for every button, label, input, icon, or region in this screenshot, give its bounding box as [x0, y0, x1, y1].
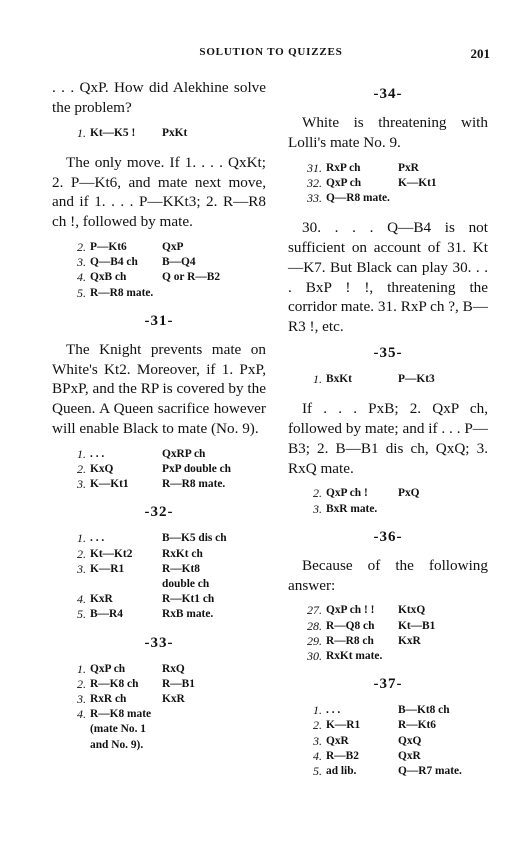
- paragraph: If . . . PxB; 2. QxP ch, followed by mate; and if . . . P—B3; 2. B—B1 dis ch, QxQ; 3. RxQ mate.: [288, 400, 488, 477]
- black-move: B—Q4: [162, 256, 196, 269]
- black-move: K—Kt1: [398, 176, 437, 189]
- move-number: 28.: [307, 618, 322, 633]
- section-heading-35: -35-: [373, 344, 403, 361]
- move-row: [304, 372, 435, 387]
- section-heading-37: -37-: [373, 676, 403, 693]
- move-number: 3.: [77, 477, 86, 492]
- section-heading-36: -36-: [373, 528, 403, 545]
- move-row: [304, 161, 437, 176]
- moves-table: [304, 703, 462, 779]
- black-move: [162, 707, 195, 737]
- black-move: Kt—B1: [398, 619, 436, 632]
- white-move: QxB ch: [90, 271, 127, 284]
- move-number: 29.: [307, 633, 322, 648]
- white-move: P—Kt6: [90, 240, 127, 253]
- move-number: 4.: [77, 707, 86, 722]
- move-number: 32.: [307, 175, 322, 190]
- move-number: 3.: [313, 501, 322, 516]
- black-move: [398, 649, 435, 664]
- white-move: Q—B4 ch: [90, 256, 138, 269]
- black-move: KtxQ: [398, 604, 426, 617]
- move-row: [304, 603, 435, 618]
- white-move: KxQ: [90, 462, 114, 475]
- move-row: [68, 662, 195, 677]
- move-row: [68, 240, 220, 255]
- white-move: Kt—Kt2: [90, 547, 133, 560]
- white-move: R—K8 mate (mate No. 1: [90, 708, 152, 736]
- move-row: [68, 477, 231, 492]
- black-move: Q or R—B2: [162, 271, 221, 284]
- move-row: [304, 176, 437, 191]
- black-move: KxR: [398, 634, 421, 647]
- moves-table: [304, 603, 435, 664]
- black-move: B—Kt8 ch: [398, 704, 450, 717]
- move-row: [68, 270, 220, 285]
- running-head: SOLUTION TO QUIZZES: [199, 46, 343, 58]
- move-number: 30.: [307, 648, 322, 663]
- move-number: 4.: [313, 748, 322, 763]
- move-row: [304, 649, 435, 664]
- move-number: 4.: [77, 592, 86, 607]
- black-move: RxKt ch: [162, 547, 203, 560]
- page-number: 201: [470, 46, 490, 61]
- move-row: [68, 562, 227, 577]
- page-header: [52, 46, 490, 64]
- move-number: 27.: [307, 603, 322, 618]
- white-move: R—Q8 ch: [326, 619, 375, 632]
- white-move: QxP ch: [90, 662, 126, 675]
- paragraph: The Knight prevents mate on White's Kt2. Moreover, if 1. PxP, BPxP, and the RP is covered by the Queen. A Queen sacrifice however will enable Black to mate (No. 9).: [52, 340, 266, 437]
- paragraph: The only move. If 1. . . . QxKt; 2. P—Kt6, and mate next move, and if 1. . . . P—KKt3; 2. R—R8 ch !, followed by mate.: [52, 153, 266, 231]
- white-move: K—R1: [90, 562, 125, 575]
- black-move: R—R8 mate.: [162, 478, 226, 491]
- moves-table: [68, 240, 220, 301]
- move-number: 1.: [77, 125, 86, 140]
- black-move: double ch: [162, 578, 210, 590]
- move-row: [68, 531, 227, 546]
- white-move: K—Kt1: [90, 478, 129, 491]
- black-move: RxQ: [162, 662, 185, 675]
- white-move: K—R1: [326, 719, 361, 732]
- move-number: [68, 738, 90, 753]
- move-row: [304, 734, 462, 749]
- white-move: R—K8 ch: [90, 677, 139, 690]
- move-row: [304, 703, 462, 718]
- black-move: QxP: [162, 240, 184, 253]
- paragraph: Because of the following answer:: [288, 556, 488, 594]
- white-move: QxR: [326, 734, 349, 747]
- black-move: [162, 738, 195, 753]
- black-move: QxRP ch: [162, 447, 206, 460]
- move-number: 1.: [77, 531, 86, 546]
- moves-table: [304, 486, 420, 516]
- white-move: QxP ch: [326, 176, 362, 189]
- move-row: [68, 592, 227, 607]
- move-row: [68, 677, 195, 692]
- move-number: 5.: [313, 764, 322, 778]
- section-heading-33: -33-: [144, 634, 174, 651]
- move-row: [68, 126, 187, 141]
- white-move: Kt—K5 !: [90, 126, 136, 139]
- paragraph: White is threatening with Lolli's mate No. 9.: [288, 114, 488, 151]
- white-move: [90, 577, 162, 592]
- move-row: [304, 619, 435, 634]
- move-number: 2.: [313, 486, 322, 501]
- move-number: 3.: [77, 561, 86, 576]
- move-number: 1.: [77, 661, 86, 676]
- move-number: 2.: [77, 239, 86, 254]
- moves-table: [68, 447, 231, 493]
- move-number: 33.: [307, 191, 322, 205]
- move-number: 1.: [313, 371, 322, 386]
- move-row: [304, 749, 462, 764]
- white-move: RxKt mate.: [326, 649, 383, 662]
- black-move: P—Kt3: [398, 372, 435, 385]
- white-move: Q—R8 mate.: [326, 192, 390, 204]
- move-row: [68, 447, 231, 462]
- move-row: [68, 286, 220, 301]
- white-move: KxR: [90, 593, 113, 606]
- move-row: [304, 634, 435, 649]
- right-column: [288, 78, 488, 791]
- intro-paragraph: . . . QxP. How did Alekhine solve the problem?: [52, 79, 266, 116]
- white-move: R—R8 ch: [326, 634, 374, 647]
- move-number: 2.: [77, 676, 86, 691]
- paragraph: 30. . . . Q—B4 is not sufficient on account of 31. Kt—K7. But Black can play 30. . . . BxP ! !, threatening the corridor mate. 31. RxP ch ?, B—R3 !, etc.: [288, 219, 488, 336]
- move-row: [68, 577, 227, 592]
- move-number: 5.: [77, 285, 86, 300]
- left-column: [52, 78, 266, 765]
- black-move: PxP double ch: [162, 462, 231, 475]
- move-row: [304, 718, 462, 733]
- black-move: [398, 502, 420, 517]
- move-row: [68, 707, 195, 737]
- black-move: Q—R7 mate.: [398, 765, 462, 777]
- white-move: RxP ch: [326, 161, 361, 174]
- moves-table: [68, 126, 187, 141]
- moves-table: [68, 531, 227, 622]
- black-move: QxQ: [398, 734, 422, 747]
- white-move: B—R4: [90, 608, 123, 621]
- black-move: PxKt: [162, 126, 188, 139]
- white-move: . . .: [90, 447, 105, 460]
- white-move: ad lib.: [326, 765, 357, 777]
- white-move: BxKt: [326, 372, 352, 385]
- black-move: B—K5 dis ch: [162, 532, 227, 545]
- move-row: [304, 502, 420, 517]
- black-move: QxR: [398, 749, 421, 762]
- black-move: KxR: [162, 693, 185, 706]
- moves-table: [304, 161, 437, 207]
- white-move: BxR mate.: [326, 502, 378, 515]
- move-number: 5.: [77, 607, 86, 622]
- black-move: PxQ: [398, 487, 420, 500]
- move-number: 1.: [77, 446, 86, 461]
- move-row: [68, 738, 195, 753]
- black-move: RxB mate.: [162, 608, 214, 621]
- black-move: R—Kt8: [162, 562, 200, 575]
- move-number: [68, 577, 90, 592]
- section-heading-31: -31-: [144, 312, 174, 329]
- move-row: [304, 191, 437, 206]
- move-number: 2.: [313, 718, 322, 733]
- white-move: . . .: [326, 704, 341, 717]
- section-heading-34: -34-: [373, 86, 403, 102]
- move-number: 2.: [77, 546, 86, 561]
- section-heading-32: -32-: [144, 504, 174, 521]
- black-move: R—Kt1 ch: [162, 593, 215, 606]
- white-move: R—B2: [326, 749, 359, 762]
- move-number: 2.: [77, 461, 86, 476]
- move-number: 1.: [313, 703, 322, 718]
- move-row: [304, 486, 420, 501]
- white-move: QxP ch ! !: [326, 604, 375, 617]
- black-move: R—Kt6: [398, 719, 436, 732]
- move-row: [304, 764, 462, 779]
- white-move: QxP ch !: [326, 487, 368, 500]
- moves-table: [68, 662, 195, 753]
- move-row: [68, 547, 227, 562]
- move-row: [68, 692, 195, 707]
- white-move: R—R8 mate.: [90, 286, 154, 299]
- move-number: 3.: [77, 255, 86, 270]
- move-number: 31.: [307, 160, 322, 175]
- moves-table: [304, 372, 435, 387]
- black-move: PxR: [398, 161, 419, 174]
- move-row: [68, 607, 227, 622]
- black-move: [398, 191, 437, 206]
- black-move: R—B1: [162, 677, 195, 690]
- move-number: 4.: [77, 270, 86, 285]
- white-move: . . .: [90, 532, 105, 545]
- move-row: [68, 255, 220, 270]
- white-move: RxR ch: [90, 693, 127, 706]
- white-move: and No. 9).: [90, 738, 144, 751]
- move-number: 3.: [313, 733, 322, 748]
- black-move: [162, 286, 220, 301]
- move-number: 3.: [77, 692, 86, 707]
- move-row: [68, 462, 231, 477]
